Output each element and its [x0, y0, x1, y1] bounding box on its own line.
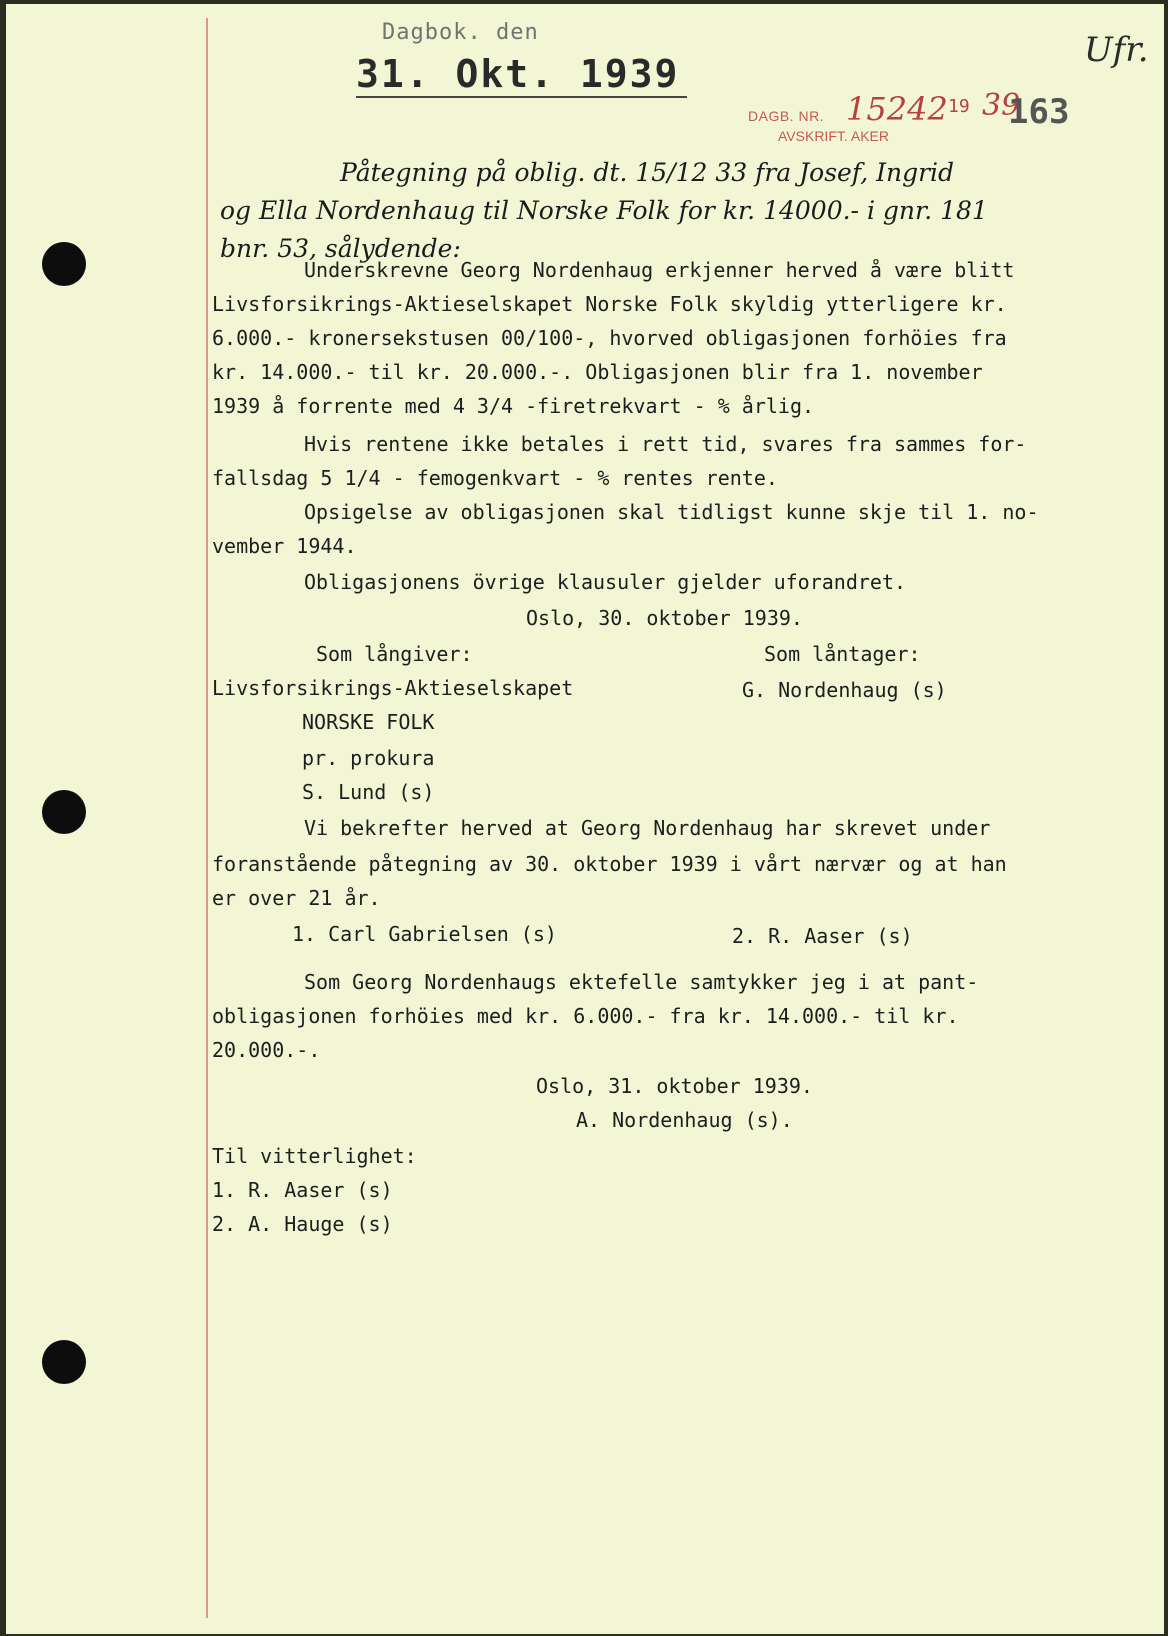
margin-rule	[206, 18, 208, 1618]
heading-line: og Ella Nordenhaug til Norske Folk for kr. 14000.- i gnr. 181	[220, 196, 988, 225]
page-number: 163	[1008, 92, 1070, 132]
avskrift-label: AVSKRIFT. AKER	[778, 128, 889, 144]
spouse-signature: A. Nordenhaug (s).	[576, 1108, 793, 1132]
place-date: Oslo, 30. oktober 1939.	[526, 606, 803, 630]
body-line: Opsigelse av obligasjonen skal tidligst kunne skje til 1. no-	[304, 500, 1039, 524]
lender-company-name: NORSKE FOLK	[302, 710, 435, 734]
body-line: Underskrevne Georg Nordenhaug erkjenner herved å være blitt	[304, 258, 1015, 282]
attest-label: Til vitterlighet:	[212, 1144, 417, 1168]
body-line: vember 1944.	[212, 534, 357, 558]
witness-signature: 1. Carl Gabrielsen (s)	[292, 922, 557, 946]
body-line: 6.000.- kronersekstusen 00/100-, hvorved obligasjonen forhöies fra	[212, 326, 1007, 350]
punch-hole	[42, 790, 86, 834]
witness-signature: 2. R. Aaser (s)	[732, 924, 913, 948]
heading-line: Påtegning på oblig. dt. 15/12 33 fra Josef, Ingrid	[340, 158, 955, 187]
handwritten-heading	[220, 154, 1140, 268]
borrower-signature: G. Nordenhaug (s)	[742, 678, 947, 702]
body-line: 20.000.-.	[212, 1038, 321, 1062]
body-line: 1939 å forrente med 4 3/4 -firetrekvart - % årlig.	[212, 394, 815, 418]
body-line: Vi bekrefter herved at Georg Nordenhaug har skrevet under	[304, 816, 991, 840]
heading-line: bnr. 53, sålydende:	[220, 234, 461, 263]
document-page	[6, 4, 1164, 1634]
punch-hole	[42, 1340, 86, 1384]
attest-signature: 1. R. Aaser (s)	[212, 1178, 393, 1202]
dagbok-label: DAGB. NR.	[748, 108, 825, 124]
dagbok-year: 39	[982, 88, 1021, 123]
attest-signature: 2. A. Hauge (s)	[212, 1212, 393, 1236]
handwritten-mark: Ufr.	[1084, 30, 1149, 70]
body-line: fallsdag 5 1/4 - femogenkvart - % rentes rente.	[212, 466, 778, 490]
punch-hole	[42, 242, 86, 286]
dagbok-number: 15242	[846, 90, 948, 128]
dagbok-year-prefix: 19	[948, 96, 970, 117]
body-line: Som Georg Nordenhaugs ektefelle samtykker jeg i at pant-	[304, 970, 979, 994]
place-date: Oslo, 31. oktober 1939.	[536, 1074, 813, 1098]
lender-signature: S. Lund (s)	[302, 780, 435, 804]
body-line: obligasjonen forhöies med kr. 6.000.- fra kr. 14.000.- til kr.	[212, 1004, 959, 1028]
borrower-label: Som låntager:	[764, 642, 921, 666]
body-line: Hvis rentene ikke betales i rett tid, svares fra sammes for-	[304, 432, 1027, 456]
lender-company: Livsforsikrings-Aktieselskapet	[212, 676, 574, 700]
body-line: Obligasjonens övrige klausuler gjelder uforandret.	[304, 570, 907, 594]
body-line: Livsforsikrings-Aktieselskapet Norske Folk skyldig ytterligere kr.	[212, 292, 1007, 316]
lender-prokura: pr. prokura	[302, 746, 435, 770]
lender-label: Som långiver:	[316, 642, 473, 666]
body-line: foranstående påtegning av 30. oktober 1939 i vårt nærvær og at han	[212, 852, 1007, 876]
stamp-date-label: Dagbok. den	[382, 20, 539, 45]
body-line: kr. 14.000.- til kr. 20.000.-. Obligasjonen blir fra 1. november	[212, 360, 983, 384]
stamp-date: 31. Okt. 1939	[356, 52, 687, 98]
body-line: er over 21 år.	[212, 886, 381, 910]
